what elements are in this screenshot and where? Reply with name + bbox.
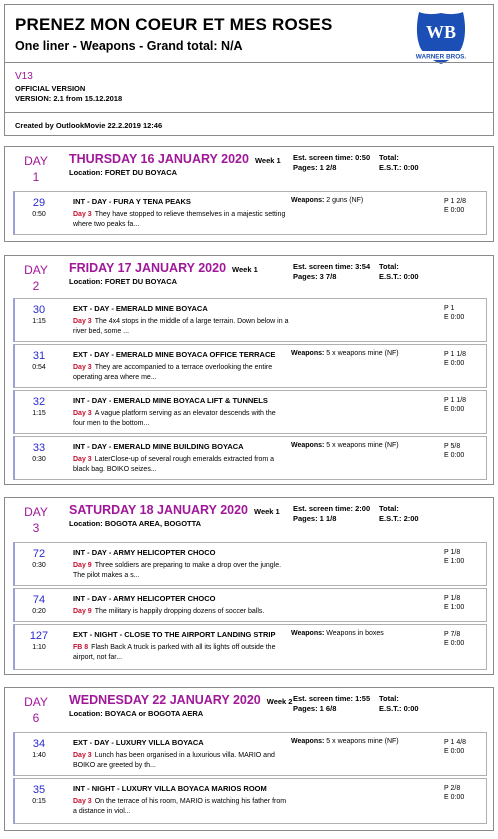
day-number: DAY 1	[24, 154, 48, 184]
logo-text: WARNER BROS.	[415, 53, 467, 61]
scene-heading: INT - DAY - EMERALD MINE BUILDING BOYACA	[73, 442, 244, 451]
scene-row[interactable]	[13, 588, 487, 622]
week-label: Week 1	[254, 507, 280, 516]
scene-weapons: Weapons: 5 x weapons mine (NF)	[291, 738, 399, 745]
scene-row[interactable]	[13, 436, 487, 480]
day-stats: Est. screen time: 2:00 Total: Pages: 1 1/8 E.S.T.: 2:00	[293, 504, 419, 523]
scene-time: 0:30	[32, 562, 46, 569]
scene-heading: EXT - DAY - EMERALD MINE BOYACA OFFICE TERRACE	[73, 350, 276, 359]
scene-time: 0:54	[32, 364, 46, 371]
scene-time: 1:15	[32, 318, 46, 325]
scene-pages: P 2/8 E 0:00	[444, 785, 465, 801]
scene-heading: INT - DAY - FURA Y TENA PEAKS	[73, 197, 191, 206]
scene-pages: P 1/8 E 1:00	[444, 595, 465, 611]
scene-number: 72	[32, 548, 46, 560]
week-label: Week 1	[254, 156, 281, 165]
version-label: V13	[15, 71, 33, 82]
scene-number: 32	[32, 396, 46, 408]
scene-number: 29	[32, 197, 46, 209]
day-location: Location: BOGOTA AREA, BOGOTTA	[69, 519, 202, 528]
scene-row[interactable]	[13, 542, 487, 586]
document-header	[4, 4, 494, 136]
scene-row[interactable]	[13, 390, 487, 434]
day-stats: Est. screen time: 3:54 Total: Pages: 3 7/8 E.S.T.: 0:00	[293, 262, 419, 281]
scene-weapons: Weapons: 5 x weapons mine (NF)	[291, 442, 399, 449]
day-location: Location: FORET DU BOYACA	[69, 168, 178, 177]
scene-synopsis: Day 3 The 4x4 stops in the middle of a large terrain. Down below in a river bed, some ...	[73, 318, 289, 335]
scene-pages: P 1/8 E 1:00	[444, 549, 465, 565]
scene-heading: INT - DAY - ARMY HELICOPTER CHOCO	[73, 594, 216, 603]
scene-time: 1:40	[32, 752, 46, 759]
day-stats: Est. screen time: 1:55 Total: Pages: 1 6/8 E.S.T.: 0:00	[293, 694, 419, 713]
header-divider	[5, 62, 493, 63]
scene-pages: P 1 1/8 E 0:00	[444, 351, 467, 367]
svg-text:WB: WB	[425, 22, 457, 42]
day-block	[4, 497, 494, 675]
scene-time: 0:20	[32, 608, 46, 615]
week-label: Week 2	[266, 697, 293, 706]
day-block	[4, 146, 494, 242]
scene-row[interactable]	[13, 344, 487, 388]
scene-synopsis: Day 3 They have stopped to relieve themselves in a majestic setting where two peaks fa...	[73, 211, 286, 228]
day-number: DAY 6	[24, 695, 48, 725]
scene-synopsis: Day 9 The military is happily dropping dozens of soccer balls.	[73, 608, 265, 615]
scene-time: 1:10	[32, 644, 46, 651]
scene-row[interactable]	[13, 732, 487, 776]
scene-number: 31	[32, 350, 46, 362]
scene-pages: P 1 2/8 E 0:00	[444, 198, 467, 214]
scene-time: 1:15	[32, 410, 46, 417]
header-divider	[5, 112, 493, 113]
day-stats: Est. screen time: 0:50 Total: Pages: 1 2/8 E.S.T.: 0:00	[293, 153, 419, 172]
scene-heading: INT - DAY - ARMY HELICOPTER CHOCO	[73, 548, 216, 557]
day-location: Location: BOYACA or BOGOTA AERA	[69, 709, 204, 718]
scene-pages: P 7/8 E 0:00	[444, 631, 465, 647]
scene-weapons: Weapons: 5 x weapons mine (NF)	[291, 350, 399, 357]
created-by: Created by OutlookMovie 22.2.2019 12:46	[15, 121, 163, 130]
day-block	[4, 687, 494, 831]
warner-bros-logo	[411, 11, 471, 65]
day-date: FRIDAY 17 JANUARY 2020 Week 1	[69, 261, 258, 275]
scene-synopsis: Day 3 A vague platform serving as an elevator descends with the four men to the bottom...	[73, 410, 276, 427]
official-label: OFFICIAL VERSION	[15, 84, 86, 93]
scene-weapons: Weapons: Weapons in boxes	[291, 630, 384, 637]
scene-heading: INT - NIGHT - LUXURY VILLA BOYACA MARIOS ROOM	[73, 784, 267, 793]
scene-synopsis: Day 3 Lunch has been organised in a luxurious villa. MARIO and BOIKO are greeted by th...	[73, 752, 275, 769]
scene-number: 35	[32, 784, 46, 796]
day-date: SATURDAY 18 JANUARY 2020 Week 1	[69, 503, 280, 517]
scene-heading: EXT - DAY - LUXURY VILLA BOYACA	[73, 738, 204, 747]
scene-pages: P 1 4/8 E 0:00	[444, 739, 467, 755]
scene-number: 33	[32, 442, 46, 454]
scene-weapons: Weapons: 2 guns (NF)	[291, 197, 364, 204]
production-title: PRENEZ MON COEUR ET MES ROSES	[15, 15, 333, 34]
scene-time: 0:30	[32, 456, 46, 463]
scene-time: 0:15	[32, 798, 46, 805]
scene-pages: P 1 1/8 E 0:00	[444, 397, 467, 413]
scene-time: 0:50	[32, 211, 46, 218]
scene-number: 34	[32, 738, 46, 750]
version-date: VERSION: 2.1 from 15.12.2018	[15, 94, 123, 103]
scene-number: 127	[29, 630, 49, 642]
scene-synopsis: Day 3 On the terrace of his room, MARIO is watching his father from a distance in viol...	[73, 798, 287, 815]
scene-heading: EXT - DAY - EMERALD MINE BOYACA	[73, 304, 208, 313]
day-date: THURSDAY 16 JANUARY 2020 Week 1	[69, 152, 281, 166]
day-block	[4, 255, 494, 485]
scene-heading: EXT - NIGHT - CLOSE TO THE AIRPORT LANDING STRIP	[73, 630, 276, 639]
scene-row[interactable]	[13, 624, 487, 670]
scene-number: 30	[32, 304, 46, 316]
scene-heading: INT - DAY - EMERALD MINE BOYACA LIFT & TUNNELS	[73, 396, 268, 405]
scene-pages: P 5/8 E 0:00	[444, 443, 465, 459]
report-subtitle: One liner - Weapons - Grand total: N/A	[15, 39, 243, 53]
scene-number: 74	[32, 594, 46, 606]
scene-synopsis: FB 8 Flash Back A truck is parked with all its lights off outside the airport, not far...	[73, 644, 276, 661]
scene-synopsis: Day 3 LaterClose-up of several rough emeralds extracted from a black bag. BOIKO seizes...	[73, 456, 275, 473]
scene-synopsis: Day 9 Three soldiers are preparing to make a drop over the jungle. The pilot makes a s...	[73, 562, 282, 579]
day-number: DAY 3	[24, 505, 48, 535]
scene-row[interactable]	[13, 191, 487, 235]
day-date: WEDNESDAY 22 JANUARY 2020 Week 2	[69, 693, 293, 707]
day-number: DAY 2	[24, 263, 48, 293]
week-label: Week 1	[232, 265, 258, 274]
scene-row[interactable]	[13, 778, 487, 824]
scene-pages: P 1 E 0:00	[444, 305, 465, 321]
scene-row[interactable]	[13, 298, 487, 342]
day-location: Location: FORET DU BOYACA	[69, 277, 178, 286]
scene-synopsis: Day 3 They are accompanied to a terrace overlooking the entire operating area where me...	[73, 364, 273, 381]
